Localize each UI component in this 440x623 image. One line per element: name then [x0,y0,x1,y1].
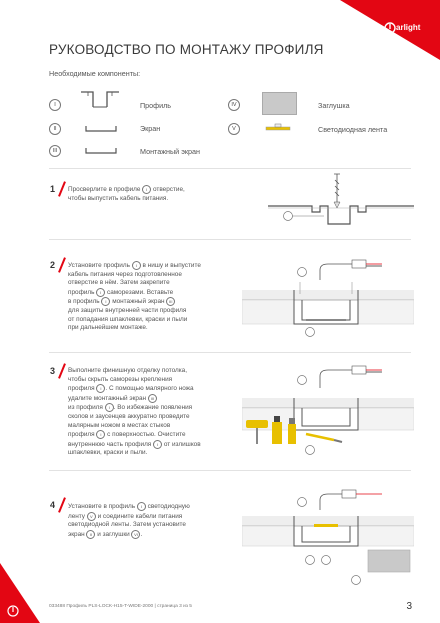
component-label: Экран [140,124,161,133]
divider [49,239,411,240]
end-cap-drawing [262,92,297,115]
component-number: V [228,123,240,135]
profile-drawing [79,90,121,110]
tools-icon [244,414,304,450]
step-4-illustration [242,480,414,585]
page-number: 3 [406,601,412,612]
component-number: III [49,145,61,157]
screen-drawing [84,124,118,134]
corner-accent [0,563,40,623]
step-accent [58,363,66,379]
step-text: Установите в профиль I светодиодную ленту V и соедините кабели питания светодиодной ленты. Затем установите экран II и заглушки VI . [68,503,190,539]
step-text: Установите профиль I в нишу и выпустите кабель питания через подготовленное отверстие в нём. Затем закрепите профиль I саморезами. Вставьте в профиль I монтажный экран III для защиты внутренней части профиля от попадания шпаклевки, краски и пыли при дальнейшем монтаже. [68,262,201,332]
step-accent [58,181,66,197]
step-text: Выполните финишную отделку потолка, чтобы скрыть саморезы крепления профиля I . С помощью малярного ножа удалите монтажный экран III из профиля I . Во избежание появления сколов и заусенцев аккуратно проведите малярным ножом в местах стыков профиля I с поверхностью. Очистите внутреннюю часть профиля I от излишков шпаклевки, краски и пыли. [68,367,201,457]
mounting-screen-drawing [84,146,118,156]
divider [49,470,411,471]
step-2-illustration [242,252,414,342]
step-text: Просверлите в профиле I отверстие, чтобы выпустить кабель питания. [68,186,185,202]
component-label: Профиль [140,101,172,110]
divider [49,352,411,353]
page-title: РУКОВОДСТВО ПО МОНТАЖУ ПРОФИЛЯ [49,42,324,57]
step-accent [58,257,66,273]
component-number: I [49,99,61,111]
components-heading: Необходимые компоненты: [49,69,141,78]
component-number: IV [228,99,240,111]
brand-name: arlight [396,23,421,32]
step-1-illustration [268,172,418,230]
step-number: 2 [50,260,56,270]
component-label: Заглушка [318,101,350,110]
led-strip-drawing [264,122,292,132]
step-number: 3 [50,366,56,376]
component-label: Светодиодная лента [318,125,388,134]
brand-logo-icon [384,22,396,34]
step-number: 4 [50,500,56,510]
component-number: II [49,123,61,135]
divider [49,168,411,169]
component-label: Монтажный экран [140,147,200,156]
step-number: 1 [50,184,56,194]
step-accent [58,497,66,513]
footer-text: 033488 Профиль PLS-LOCK-H15-T-WIDE-2000 | страница 3 из 5 [49,604,192,609]
